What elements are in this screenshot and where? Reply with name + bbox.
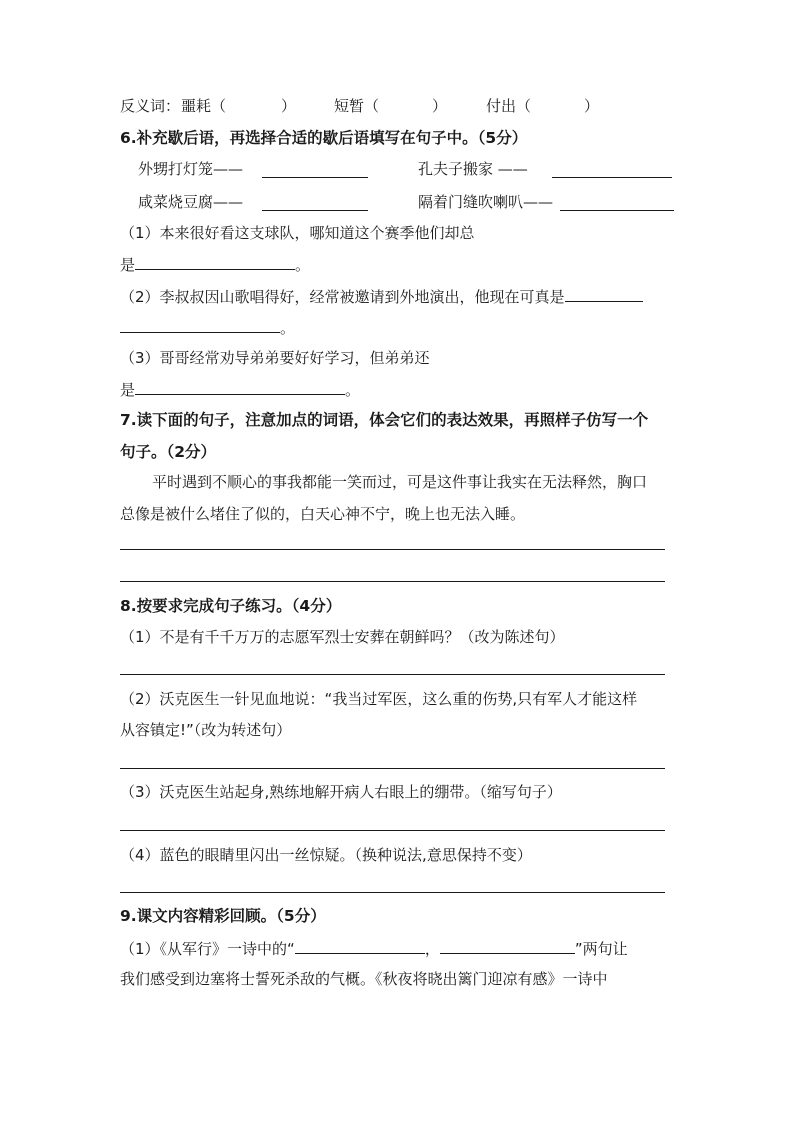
q6-sentence-3: （3）哥哥经常劝导弟弟要好好学习，但弟弟还 [120, 349, 430, 367]
antonym-word-3: 付出（ [486, 97, 532, 115]
q6-sentence-2-text: （2）李叔叔因山歌唱得好，经常被邀请到外地演出，他现在可真是 [120, 288, 565, 306]
q6-sentence-2-blank-a[interactable] [565, 286, 643, 302]
q6-idiom-1: 外甥打灯笼—— [138, 160, 244, 178]
q6-idiom-3: 咸菜烧豆腐—— [138, 193, 244, 211]
q9-item-1-comma: ， [424, 940, 440, 958]
q8-item-1-answer-line[interactable] [120, 674, 665, 675]
q9-poem-blank-1[interactable] [295, 938, 425, 954]
q6-idiom-3-blank[interactable] [262, 195, 368, 211]
q9-poem-blank-2[interactable] [440, 938, 575, 954]
q8-item-2-line-1: （2）沃克医生一针见血地说：“我当过军医，这么重的伤势,只有军人才能这样 [120, 690, 638, 708]
q6-sentence-2-blank-b[interactable] [120, 317, 280, 333]
q6-sentence-3-end: 。 [345, 381, 361, 399]
q6-idiom-1-blank[interactable] [262, 162, 368, 178]
q6-sentence-1: （1）本来很好看这支球队，哪知道这个赛季他们却总 [120, 224, 475, 242]
q9-item-1-line-2: 我们感受到边塞将士誓死杀敌的气概。《秋夜将晓出篱门迎凉有感》一诗中 [120, 970, 608, 988]
antonym-bracket-1[interactable]: ） [281, 97, 297, 115]
q8-item-4: （4）蓝色的眼睛里闪出一丝惊疑。（换种说法,意思保持不变） [120, 846, 532, 864]
q8-item-4-answer-line[interactable] [120, 892, 665, 893]
q6-sentence-1-end: 。 [295, 256, 311, 274]
q6-sentence-2-end: 。 [280, 319, 296, 337]
q6-sentence-3-blank[interactable] [135, 379, 345, 395]
q6-idiom-4-blank[interactable] [560, 195, 674, 211]
antonym-label: 反义词： [120, 97, 181, 115]
q6-title: 6.补充歇后语，再选择合适的歇后语填写在句子中。（5分） [120, 129, 528, 147]
q7-title-line-2: 句子。（2分） [120, 443, 217, 461]
q8-item-2-line-2: 从容镇定!”（改为转述句） [120, 721, 292, 739]
q6-idiom-2-blank[interactable] [552, 162, 672, 178]
q6-sentence-1-cont [120, 254, 310, 275]
q8-title: 8.按要求完成句子练习。（4分） [120, 597, 342, 615]
q7-example-line-1: 平时遇到不顺心的事我都能一笑而过，可是这件事让我实在无法释然，胸口 [152, 473, 648, 491]
q8-item-3: （3）沃克医生站起身,熟练地解开病人右眼上的绷带。（缩写句子） [120, 783, 562, 801]
q6-idiom-4: 隔着门缝吹喇叭—— [418, 193, 554, 211]
q7-title-line-1: 7.读下面的句子，注意加点的词语，体会它们的表达效果，再照样子仿写一个 [120, 411, 649, 429]
q6-sentence-2-cont [120, 317, 295, 338]
antonym-line [120, 96, 180, 116]
q9-item-1-prefix: （1）《从军行》一诗中的“ [120, 940, 295, 958]
q9-title: 9.课文内容精彩回顾。（5分） [120, 907, 326, 925]
antonym-bracket-3[interactable]: ） [584, 97, 600, 115]
antonym-word-2: 短暂（ [334, 97, 380, 115]
q7-answer-line-1[interactable] [120, 549, 665, 550]
q6-idiom-2: 孔夫子搬家 —— [418, 160, 528, 178]
q6-sentence-3-cont [120, 379, 360, 400]
q9-item-1-suffix: ”两句让 [574, 940, 628, 958]
antonym-bracket-2[interactable]: ） [432, 97, 448, 115]
q8-item-1: （1）不是有千千万万的志愿军烈士安葬在朝鲜吗？（改为陈述句） [120, 628, 565, 646]
q6-sentence-2 [120, 286, 643, 307]
q7-example-line-2: 总像是被什么堵住了似的，白天心神不宁，晚上也无法入睡。 [120, 505, 526, 523]
q9-item-1-line-1 [120, 938, 628, 959]
q8-item-3-answer-line[interactable] [120, 830, 665, 831]
q7-answer-line-2[interactable] [120, 581, 665, 582]
q6-sentence-1-prefix: 是 [120, 256, 136, 274]
antonym-word-1: 噩耗（ [181, 97, 227, 115]
q6-sentence-1-blank[interactable] [135, 254, 295, 270]
q8-item-2-answer-line[interactable] [120, 768, 665, 769]
q6-sentence-3-prefix: 是 [120, 381, 136, 399]
